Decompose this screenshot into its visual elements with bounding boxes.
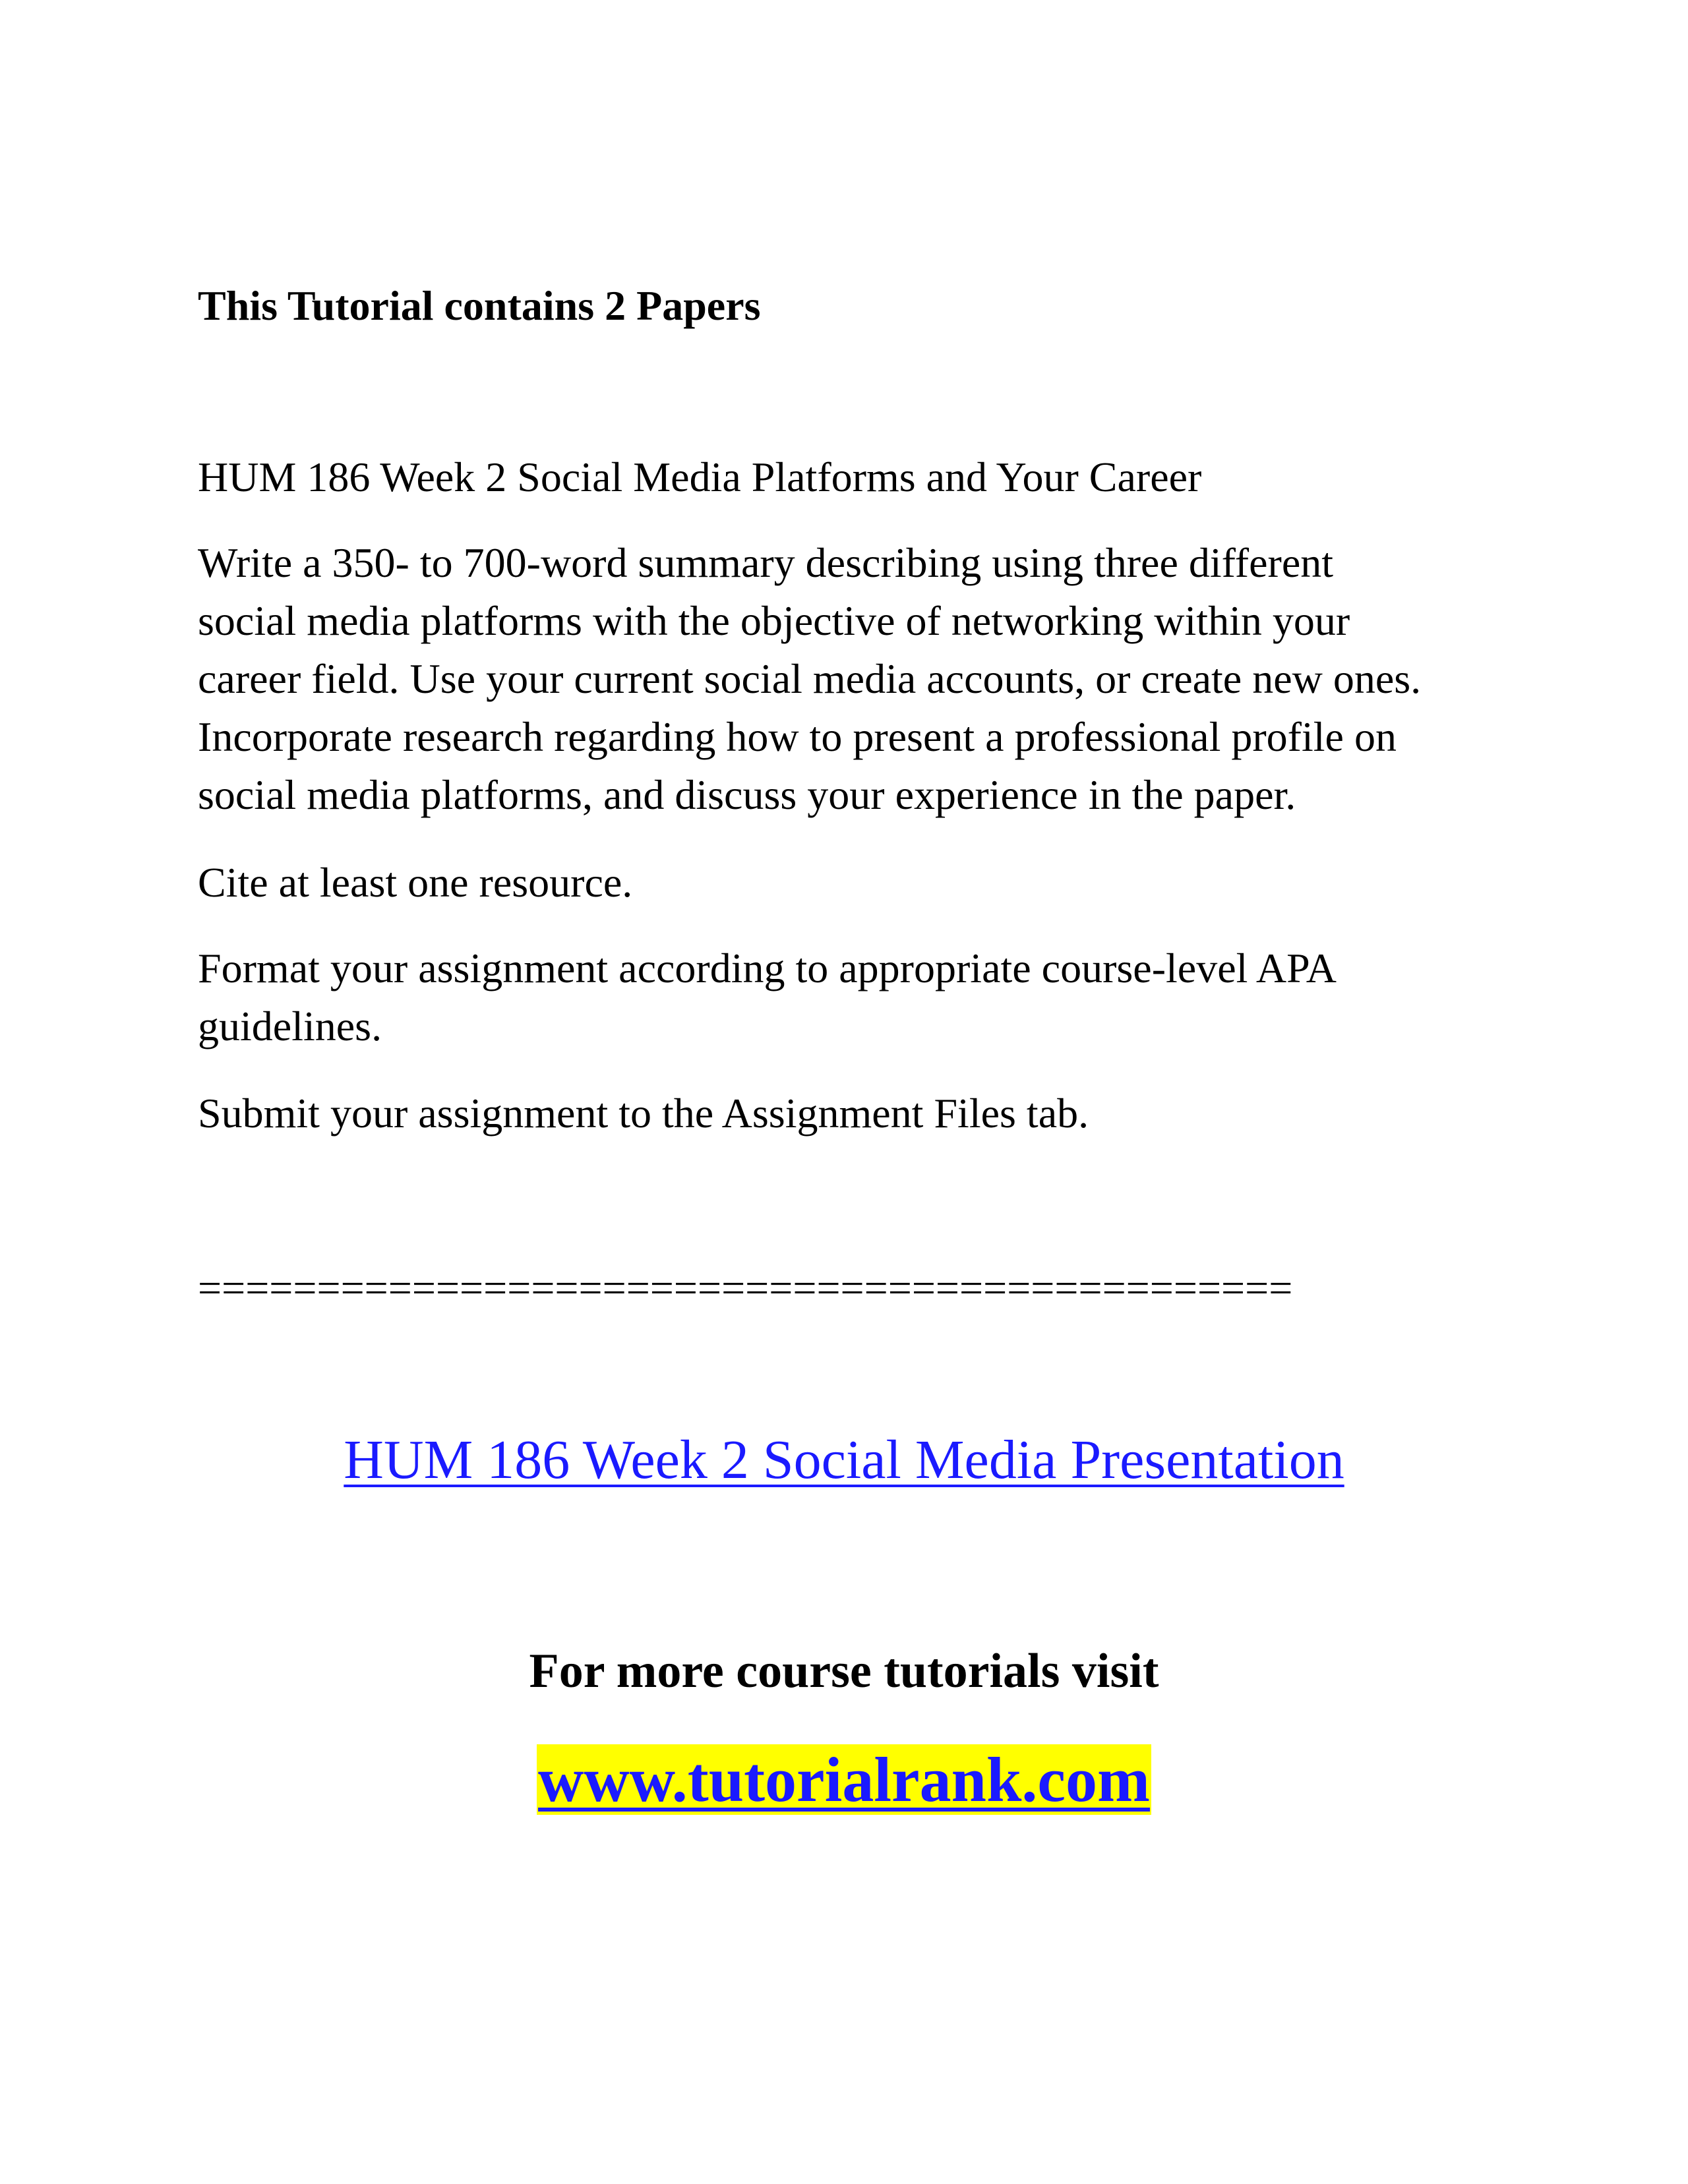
citation-instruction: Cite at least one resource. [198,859,633,906]
presentation-link[interactable]: HUM 186 Week 2 Social Media Presentation [344,1429,1344,1490]
format-line: Format your assignment according to appropriate course-level APA [198,945,1337,991]
description-line: Write a 350- to 700-word summary describing using three different [198,539,1333,586]
assignment-title: HUM 186 Week 2 Social Media Platforms and Your Career [198,454,1202,500]
site-link-container [0,1740,1688,1819]
description-line: career field. Use your current social media accounts, or create new ones. [198,655,1422,702]
description-line: social media platforms, and discuss your experience in the paper. [198,771,1296,818]
submit-instruction: Submit your assignment to the Assignment Files tab. [198,1090,1089,1136]
presentation-link-container [0,1424,1688,1496]
separator-line: ============================================== [198,1264,1293,1311]
website-link[interactable]: www.tutorialrank.com [538,1744,1150,1815]
format-instruction [198,939,1337,1055]
description-line: Incorporate research regarding how to present a professional profile on [198,713,1397,760]
page-heading: This Tutorial contains 2 Papers [198,282,761,329]
description-line: social media platforms with the objective of networking within your [198,597,1350,644]
assignment-description [198,534,1421,824]
format-line: guidelines. [198,1003,382,1049]
more-tutorials-text: For more course tutorials visit [529,1644,1159,1698]
